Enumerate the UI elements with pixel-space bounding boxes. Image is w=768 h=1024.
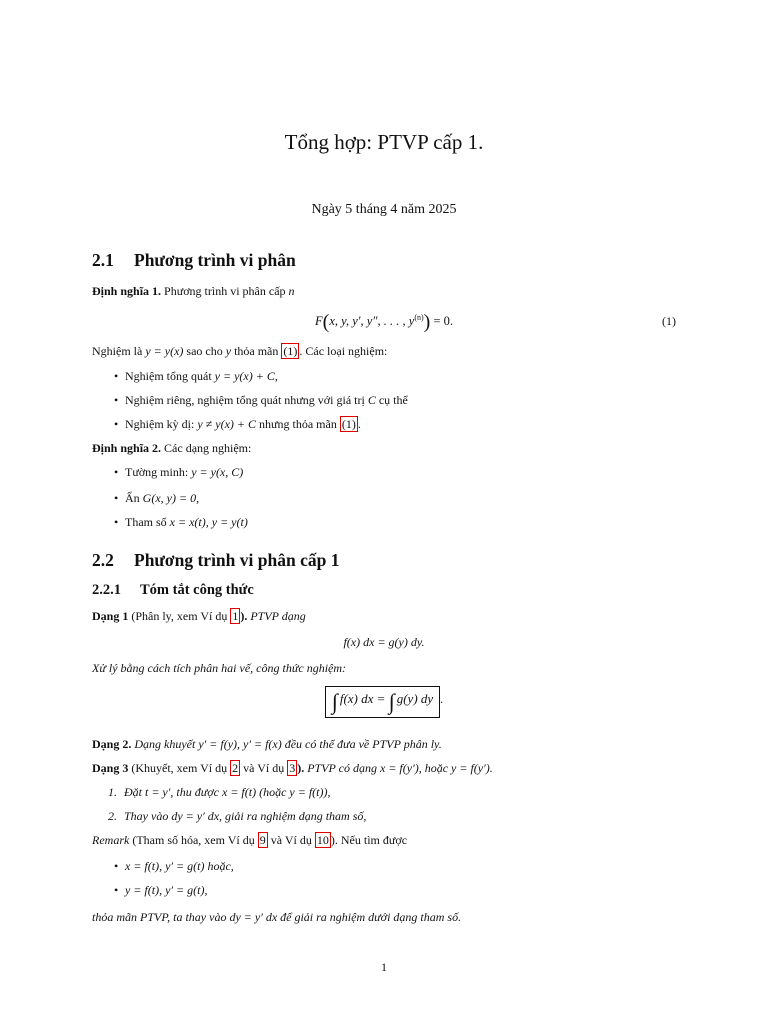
example-ref-link[interactable]: 10	[316, 833, 329, 847]
definition-text: Phương trình vi phân cấp	[164, 284, 286, 298]
solution-intro	[92, 343, 387, 359]
dang-1-method: Xử lý bằng cách tích phân hai vế, công thức nghiệm:	[92, 661, 347, 675]
equation-separable: f(x) dx = g(y) dy.	[343, 635, 425, 649]
list-item: 2. Thay vào dy = y′ dx, giải ra nghiệm dạng tham số,	[108, 809, 367, 823]
equation-1: F(x, y, y′, y″, . . . , $y^{(n)}) = 0$.	[315, 311, 453, 334]
boxed-formula: ∫ f(x) dx = ∫ g(y) dy .	[0, 686, 768, 718]
section-title: Phương trình vi phân cấp 1	[134, 550, 340, 570]
section-heading-2-2	[92, 550, 339, 571]
text: sao cho	[186, 344, 223, 358]
text: Nghiệm là	[92, 344, 143, 358]
page-title: Tổng hợp: PTVP cấp 1.	[284, 130, 484, 154]
equation-ref-link[interactable]: (1)	[283, 344, 298, 358]
remark-conclusion: thỏa mãn PTVP, ta thay vào dy = y′ dx để giải ra nghiệm dưới dạng tham số.	[92, 910, 462, 924]
subsection-title: Tóm tắt công thức	[140, 582, 254, 598]
text: . Các loại nghiệm:	[299, 344, 388, 358]
subsection-number: 2.2.1	[92, 582, 121, 598]
integral-icon: ∫	[331, 689, 338, 714]
list-item: 1. Đặt t = y′, thu được x = f(t) (hoặc y = f(t)),	[108, 785, 331, 799]
remark-label: Remark	[92, 833, 130, 847]
list-item: • Nghiệm kỳ dị: y ≠ y(x) + C nhưng thỏa mãn (1) .	[114, 417, 361, 431]
eq-lhs: F	[315, 314, 323, 329]
math: y = y(x)	[145, 344, 184, 358]
equation-number: (1)	[662, 314, 676, 328]
integral-icon: ∫	[388, 689, 395, 714]
dang-2: Dạng 2. Dạng khuyết y′ = f(y), y′ = f(x) đều có thể đưa về PTVP phân ly.	[92, 737, 442, 751]
math-var: n	[288, 284, 295, 298]
dang-label: Dạng 2.	[92, 737, 132, 751]
remark: Remark (Tham số hóa, xem Ví dụ 9 và Ví dụ 10 ). Nếu tìm được	[92, 833, 408, 847]
definition-label: Định nghĩa 2.	[92, 441, 162, 455]
example-ref-link[interactable]: 3	[289, 761, 296, 775]
dang-label: Dạng 3	[92, 761, 129, 775]
example-ref-link[interactable]: 9	[259, 833, 266, 847]
dang-label: Dạng 1	[92, 609, 129, 623]
document-date: Ngày 5 tháng 4 năm 2025	[311, 202, 457, 217]
list-item: • Nghiệm riêng, nghiệm tổng quát nhưng với giá trị C cụ thể	[114, 393, 408, 407]
eq-sup: (n)	[414, 313, 424, 322]
text: thỏa mãn	[234, 344, 279, 358]
example-ref-link[interactable]: 1	[232, 609, 239, 623]
list-item: • y = f(t), y′ = g(t),	[114, 883, 208, 897]
definition-text: Các dạng nghiệm:	[164, 441, 252, 455]
list-item: • Tường minh: y = y(x, C)	[114, 465, 244, 479]
definition-2	[92, 440, 251, 456]
list-item: • Nghiệm tổng quát y = y(x) + C,	[114, 369, 278, 383]
list-item: • Ẩn G(x, y) = 0,	[114, 491, 200, 505]
eq-rhs: = 0.	[433, 314, 453, 329]
eq-args: x, y, y′, y″, . . . , y	[329, 314, 415, 329]
definition-label: Định nghĩa 1.	[92, 284, 162, 298]
section-title: Phương trình vi phân	[134, 250, 296, 270]
list-item: • Tham số x = x(t), y = y(t)	[114, 515, 248, 529]
equation-ref-link[interactable]: (1)	[341, 417, 356, 431]
definition-1	[92, 283, 295, 299]
dang-1: Dạng 1 (Phân ly, xem Ví dụ 1 ). PTVP dạng	[92, 609, 306, 623]
page-number: 1	[381, 960, 387, 974]
section-heading-2-1	[92, 250, 296, 271]
section-number: 2.2	[92, 550, 114, 570]
example-ref-link[interactable]: 2	[232, 761, 239, 775]
math: y	[225, 344, 232, 358]
subsection-heading-2-2-1	[92, 582, 254, 599]
dang-3: Dạng 3 (Khuyết, xem Ví dụ 2 và Ví dụ 3 ). PTVP có dạng x = f(y′), hoặc y = f(y′).	[92, 761, 493, 775]
section-number: 2.1	[92, 250, 114, 270]
boxed-equation: ∫ f(x) dx = ∫ g(y) dy	[325, 686, 440, 718]
list-item: • x = f(t), y′ = g(t) hoặc,	[114, 859, 234, 873]
